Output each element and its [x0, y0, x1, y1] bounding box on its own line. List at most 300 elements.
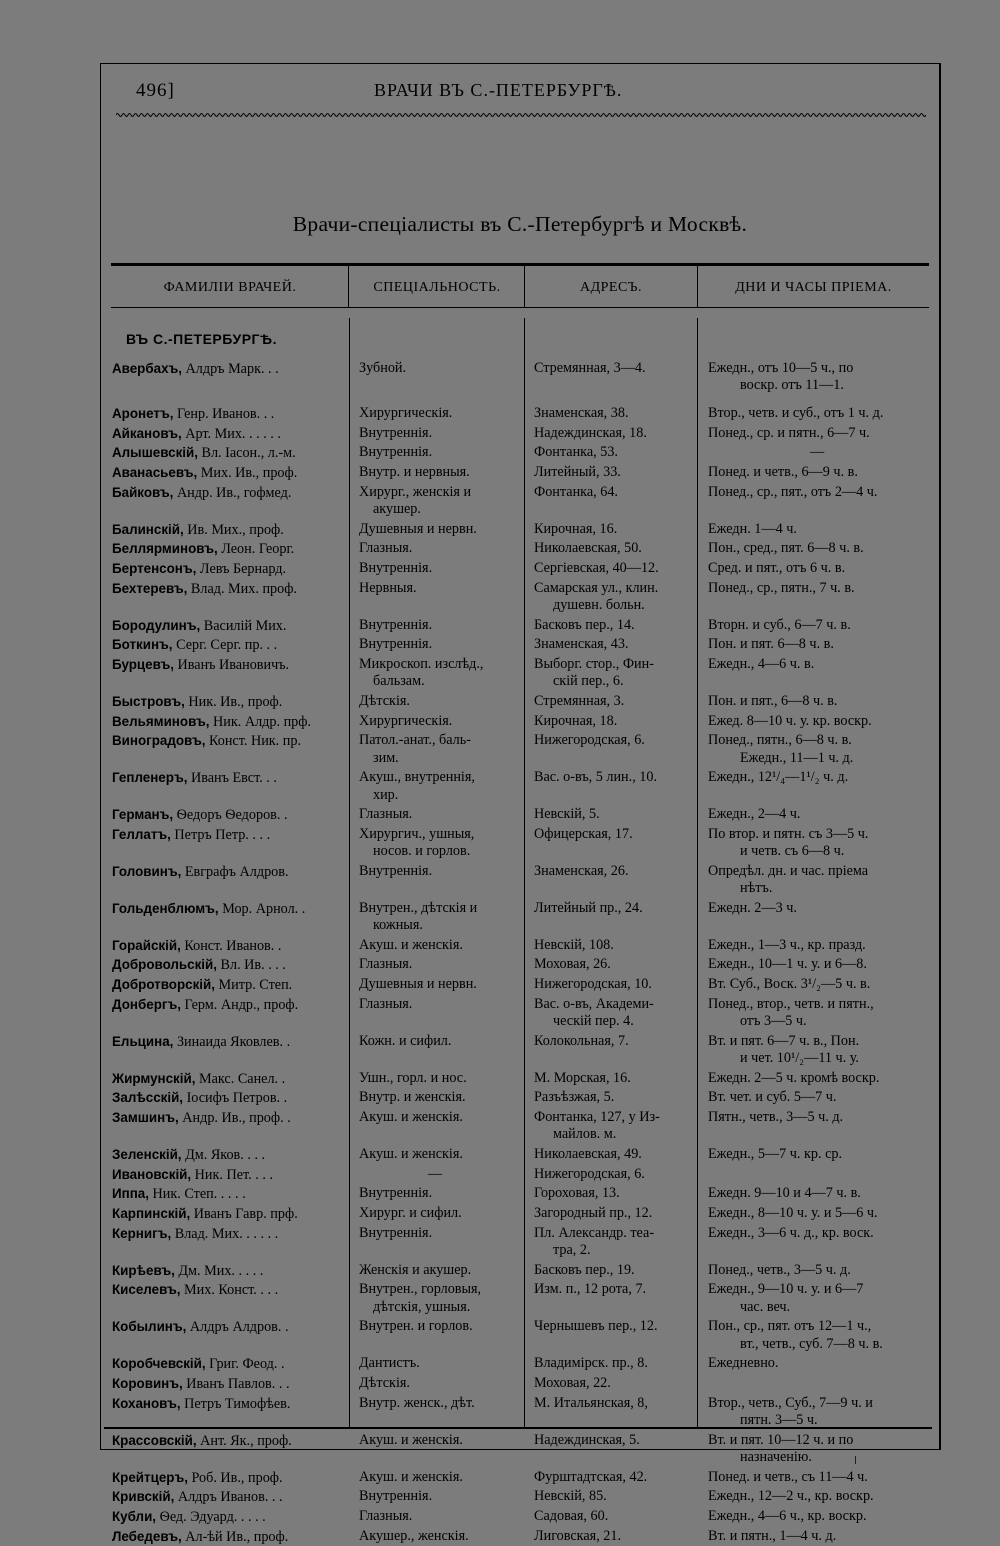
doctor-given-names: Генр. Иванов. . .	[173, 406, 275, 422]
doctor-specialty: Глазныя.	[359, 806, 413, 823]
doctor-specialty: Внутрен., горловыя,	[359, 1281, 482, 1298]
doctor-given-names: Василій Мих.	[200, 617, 287, 634]
doctor-name	[112, 425, 281, 443]
reception-hours: Понед., ср., пят., отъ 2—4 ч.	[708, 483, 878, 500]
doctor-address: Литейный, 33.	[534, 463, 621, 480]
reception-hours: назначенію.	[740, 1448, 812, 1465]
doctor-address: тра, 2.	[553, 1242, 591, 1258]
doctor-address: Лиговская, 21.	[534, 1527, 622, 1544]
doctor-surname: Крейтцеръ,	[112, 1469, 188, 1485]
doctor-specialty: Душевныя и нервн.	[359, 520, 477, 537]
reception-hours: Вторн. и суб., 6—7 ч. в.	[708, 616, 851, 633]
doctor-address: Надеждинская, 5.	[534, 1431, 640, 1448]
reception-hours: Пон. и пят., 6—8 ч. в.	[708, 692, 838, 709]
doctor-surname: Залѣсскій,	[112, 1090, 184, 1106]
section-title: Врачи-спеціалисты въ С.-Петербургѣ и Москвѣ.	[292, 212, 748, 236]
doctor-given-names: Алдръ Марк. . .	[182, 361, 279, 377]
doctor-surname: Бурцевъ,	[112, 656, 174, 672]
doctor-given-names: Ал-ѣй Ив., проф.	[181, 1528, 289, 1545]
doctor-address: Нижегородская, 10.	[534, 976, 652, 993]
doctor-surname: Кирѣевъ,	[112, 1262, 175, 1278]
doctor-name	[112, 560, 286, 578]
doctor-name	[112, 1395, 290, 1413]
reception-hours: Вт. и пят. 10—12 ч. и по	[708, 1431, 854, 1448]
doctor-address: Изм. п., 12 рота, 7.	[534, 1281, 647, 1298]
doctor-given-names: Ник. Пет. . . .	[191, 1166, 274, 1183]
doctor-address: Пл. Александр. теа-	[534, 1224, 655, 1241]
doctor-address: Кирочная, 16.	[534, 520, 618, 537]
doctor-given-names: Митр. Степ.	[214, 977, 293, 994]
doctor-surname: Донбергъ,	[112, 996, 181, 1012]
doctor-surname: Коровинъ,	[112, 1375, 183, 1391]
doctor-specialty: Внутрен. и горлов.	[359, 1318, 473, 1335]
doctor-specialty: кожныя.	[373, 917, 423, 934]
doctor-specialty: Внутреннія.	[359, 1185, 433, 1202]
doctor-given-names: Ѳед. Эдуард. . . . .	[156, 1508, 266, 1525]
doctor-given-names: Ник. Алдр. прф.	[209, 713, 311, 730]
doctor-address: Николаевская, 50.	[534, 540, 642, 557]
doctor-address: М. Морская, 16.	[534, 1069, 631, 1086]
doctor-specialty: Акуш. и женскія.	[359, 1468, 463, 1485]
doctor-given-names: Роб. Ив., проф.	[187, 1469, 283, 1486]
doctor-name	[112, 1508, 266, 1526]
doctor-name	[112, 1375, 290, 1393]
header-divider-3	[697, 266, 698, 307]
doctor-address: М. Итальянская, 8,	[534, 1394, 648, 1411]
reception-hours: Ежедневно.	[708, 1355, 779, 1372]
doctor-address: Невскій, 85.	[534, 1488, 607, 1505]
doctor-surname: Зеленскій,	[112, 1147, 182, 1163]
reception-hours: Ежедн., 4—6 ч., кр. воскр.	[708, 1507, 867, 1524]
doctor-address: Самарская ул., клин.	[534, 579, 659, 596]
reception-hours: Понед., ср., пятн., 7 ч. в.	[708, 579, 855, 596]
doctor-given-names: Макс. Санел. .	[195, 1070, 286, 1087]
doctor-specialty: Акуш. и женскія.	[359, 936, 463, 953]
doctor-address: Офицерская, 17.	[534, 825, 633, 842]
reception-hours: Понед. и четв., съ 11—4 ч.	[708, 1468, 868, 1485]
doctor-surname: Германъ,	[112, 807, 174, 823]
doctor-given-names: Андр. Ив., гофмед.	[173, 484, 292, 501]
doctor-surname: Кубли,	[112, 1508, 157, 1524]
doctor-given-names: Вл. Ив. . . .	[216, 957, 286, 974]
doctor-specialty: Внутреннія.	[359, 616, 433, 633]
doctor-specialty: Акушер., женскія.	[359, 1527, 469, 1544]
reception-hours: Пон., ср., пят. отъ 12—1 ч.,	[708, 1318, 872, 1335]
reception-hours: Втор., четв., Суб., 7—9 ч. и	[708, 1394, 873, 1411]
wavy-rule-ornament	[116, 110, 926, 120]
doctor-address: Знаменская, 38.	[534, 405, 629, 421]
doctor-name	[112, 1225, 278, 1243]
doctor-given-names: Дм. Мих. . . . .	[174, 1262, 264, 1279]
doctor-specialty: Кожн. и сифил.	[359, 1032, 452, 1049]
doctor-surname: Жирмунскій,	[112, 1070, 196, 1086]
doctor-surname: Добротворскій,	[112, 977, 215, 993]
reception-hours: Ежедн., 11—1 ч. д.	[740, 749, 854, 766]
column-divider-1	[349, 318, 350, 1427]
doctor-specialty: Глазныя.	[359, 540, 413, 557]
reception-hours: Ежедн. 2—3 ч.	[708, 899, 797, 916]
reception-hours: Ежедн., 8—10 ч. у. и 5—6 ч.	[708, 1205, 878, 1221]
doctor-name	[112, 617, 286, 635]
doctor-given-names: Ник. Степ. . . . .	[148, 1186, 246, 1203]
doctor-name	[112, 1146, 265, 1164]
doctor-specialty: Внутреннія.	[359, 636, 433, 653]
doctor-name	[112, 1281, 278, 1299]
doctor-given-names: Иванъ Евст. . .	[187, 770, 277, 787]
doctor-specialty: Ушн., горл. и нос.	[359, 1069, 467, 1086]
doctor-specialty: Хирургич., ушныя,	[359, 825, 475, 842]
doctor-name	[112, 1262, 263, 1280]
doctor-specialty: Внутреннія.	[359, 1224, 433, 1241]
running-title: ВРАЧИ ВЪ С.-ПЕТЕРБУРГѢ.	[374, 80, 623, 100]
doctor-address: Литейный пр., 24.	[534, 899, 643, 916]
doctor-address: Колокольная, 7.	[534, 1032, 629, 1049]
column-divider-3	[697, 318, 698, 1427]
doctor-address: Фонтанка, 64.	[534, 483, 618, 500]
doctor-address: Разъѣзжая, 5.	[534, 1089, 615, 1106]
doctor-given-names: Мор. Арнол. .	[218, 900, 306, 917]
doctor-given-names: Серг. Серг. пр. . .	[172, 637, 278, 654]
reception-hours: Ежедн., 12—2 ч., кр. воскр.	[708, 1488, 874, 1505]
reception-hours: Понед., втор., четв. и пятн.,	[708, 995, 874, 1012]
doctor-address: Невскій, 108.	[534, 936, 614, 953]
doctor-given-names: Ѳедоръ Ѳедоров. .	[173, 807, 288, 824]
doctor-surname: Алышевскій,	[112, 445, 198, 461]
doctor-specialty: Душевныя и нервн.	[359, 976, 477, 993]
page-number: 496]	[136, 80, 175, 101]
reception-hours: Пон. и пят. 6—8 ч. в.	[708, 636, 834, 653]
doctor-given-names: Ант. Як., проф.	[196, 1432, 292, 1449]
doctor-given-names: Петръ Петр. . . .	[170, 826, 271, 843]
doctor-given-names: Дм. Яков. . . .	[181, 1147, 266, 1164]
doctor-specialty: Внутрен., дѣтскія и	[359, 899, 478, 916]
doctor-specialty: Акуш. и женскія.	[359, 1146, 463, 1163]
doctor-specialty: Внутр. и нервныя.	[359, 463, 470, 480]
column-header-names: ФАМИЛІИ ВРАЧЕЙ.	[163, 280, 297, 295]
reception-hours: По втор. и пятн. съ 3—5 ч.	[708, 825, 869, 842]
doctor-name	[112, 580, 297, 598]
doctor-given-names: Петръ Тимофѣев.	[180, 1395, 291, 1412]
doctor-surname: Кохановъ,	[112, 1395, 181, 1411]
doctor-surname: Айкановъ,	[112, 425, 182, 441]
doctor-specialty: —	[428, 1165, 443, 1182]
doctor-specialty: Хирургическія.	[359, 712, 453, 729]
reception-hours: нѣтъ.	[740, 880, 773, 897]
doctor-name	[112, 1185, 246, 1203]
doctor-specialty: Внутреннія.	[359, 444, 433, 461]
doctor-name	[112, 636, 277, 654]
doctor-address: душевн. больн.	[553, 596, 645, 613]
doctor-surname: Коробчевскій,	[112, 1356, 206, 1372]
doctor-specialty: Хирург., женскія и	[359, 483, 472, 500]
doctor-address: Надеждинская, 18.	[534, 424, 647, 441]
reception-hours: Вт. чет. и суб. 5—7 ч.	[708, 1089, 837, 1106]
doctor-address: Гороховая, 13.	[534, 1185, 620, 1202]
reception-hours: воскр. отъ 11—1.	[740, 377, 844, 394]
doctor-surname: Бертенсонъ,	[112, 560, 197, 576]
doctor-name	[112, 1528, 288, 1546]
doctor-surname: Горайскій,	[112, 937, 181, 953]
doctor-surname: Геллатъ,	[112, 826, 171, 842]
doctor-address: ческій пер. 4.	[553, 1013, 634, 1030]
doctor-surname: Ивановскій,	[112, 1166, 192, 1182]
doctor-specialty: Акуш. и женскія.	[359, 1431, 463, 1448]
doctor-name	[112, 1318, 289, 1336]
header-divider-1	[348, 266, 349, 307]
doctor-specialty: Дѣтскія.	[359, 1374, 410, 1391]
doctor-surname: Боткинъ,	[112, 637, 173, 653]
doctor-specialty: Патол.-анат., баль-	[359, 732, 471, 749]
doctor-name	[112, 937, 281, 955]
doctor-address: Знаменская, 43.	[534, 636, 629, 653]
doctor-name	[112, 405, 274, 423]
reception-hours: Ежедн. 2—5 ч. кромѣ воскр.	[708, 1069, 880, 1086]
doctor-name	[112, 713, 311, 731]
doctor-address: Вас. о-въ, Академи-	[534, 995, 654, 1012]
doctor-given-names: Арт. Мих. . . . . .	[181, 425, 281, 442]
reception-hours: Пон., сред., пят. 6—8 ч. в.	[708, 540, 864, 557]
doctor-given-names: Конст. Иванов. .	[180, 937, 282, 954]
doctor-name	[112, 1109, 291, 1127]
doctor-address: Фонтанка, 53.	[534, 444, 618, 461]
doctor-specialty: Женскія и акушер.	[359, 1261, 472, 1278]
doctor-surname: Аронетъ,	[112, 406, 174, 421]
doctor-given-names: Влад. Мих. . . . . .	[171, 1225, 279, 1242]
doctor-specialty: Глазныя.	[359, 956, 413, 973]
doctor-name	[112, 360, 279, 378]
doctor-surname: Балинскій,	[112, 521, 184, 537]
doctor-name	[112, 464, 297, 482]
doctor-given-names: Ник. Ив., проф.	[184, 693, 283, 710]
doctor-name	[112, 956, 286, 974]
doctor-address: Стремянная, 3.	[534, 692, 625, 709]
doctor-address: Фурштадтская, 42.	[534, 1468, 648, 1485]
reception-hours: Понед., четв., 3—5 ч. д.	[708, 1261, 851, 1278]
doctor-address: Садовая, 60.	[534, 1507, 609, 1524]
reception-hours: Понед., ср. и пятн., 6—7 ч.	[708, 424, 870, 441]
doctor-given-names: Вл. Іасон., л.-м.	[197, 445, 296, 462]
doctor-name	[112, 1166, 273, 1184]
doctor-given-names: Конст. Ник. пр.	[205, 733, 302, 750]
doctor-surname: Быстровъ,	[112, 693, 185, 709]
reception-hours: час. веч.	[740, 1298, 791, 1315]
doctor-specialty: зим.	[373, 749, 399, 766]
table-bottom-rule	[104, 1427, 932, 1429]
doctor-given-names: Алдръ Иванов. . .	[174, 1489, 283, 1506]
doctor-address: Чернышевъ пер., 12.	[534, 1318, 658, 1335]
header-divider-2	[524, 266, 525, 307]
doctor-given-names: Иванъ Павлов. . .	[182, 1375, 290, 1392]
reception-hours: Ежедн., 2—4 ч.	[708, 806, 801, 823]
page-mark	[855, 1456, 856, 1464]
reception-hours: Ежедн., 4—6 ч. в.	[708, 655, 815, 672]
reception-hours: Ежедн. 9—10 и 4—7 ч. в.	[708, 1185, 861, 1202]
doctor-surname: Бородулинъ,	[112, 617, 201, 633]
reception-hours: Ежедн., 5—7 ч. кр. ср.	[708, 1146, 843, 1163]
running-header	[136, 80, 926, 104]
doctor-specialty: Нервныя.	[359, 579, 417, 596]
reception-hours: Понед., пятн., 6—8 ч. в.	[708, 732, 852, 749]
reception-hours: отъ 3—5 ч.	[740, 1013, 807, 1030]
doctor-address: Вас. о-въ, 5 лин., 10.	[534, 769, 658, 786]
column-divider-2	[524, 318, 525, 1427]
doctor-name	[112, 1070, 285, 1088]
doctor-address: Нижегородская, 6.	[534, 732, 645, 749]
doctor-surname: Замшинъ,	[112, 1110, 179, 1126]
doctor-specialty: Микроскоп. изслѣд.,	[359, 655, 484, 672]
doctor-specialty: Хирургическія.	[359, 405, 453, 421]
doctor-given-names: Мих. Ив., проф.	[197, 464, 298, 481]
doctor-name	[112, 900, 305, 918]
reception-hours: Ежедн., 10—1 ч. у. и 6—8.	[708, 956, 867, 973]
doctor-name	[112, 996, 298, 1014]
doctor-address: Владимірск. пр., 8.	[534, 1355, 648, 1372]
doctor-address: Фонтанка, 127, у Из-	[534, 1109, 660, 1126]
reception-hours: Ежедн., 12¹/₄—1¹/₂ ч. д.	[708, 769, 849, 786]
doctor-surname: Гепленеръ,	[112, 770, 188, 786]
doctor-name	[112, 1469, 283, 1487]
doctor-address: скій пер., 6.	[553, 673, 624, 690]
doctor-name	[112, 656, 289, 674]
doctor-address: Невскій, 5.	[534, 806, 600, 823]
reception-hours: пятн. 3—5 ч.	[740, 1411, 818, 1428]
doctor-name	[112, 1089, 287, 1107]
doctor-specialty: Глазныя.	[359, 995, 413, 1012]
doctor-surname: Кобылинъ,	[112, 1319, 187, 1335]
doctor-specialty: Внутр. и женскія.	[359, 1089, 466, 1106]
doctor-surname: Киселевъ,	[112, 1282, 181, 1298]
doctor-specialty: хир.	[373, 786, 399, 803]
doctor-given-names: Григ. Феод. .	[205, 1356, 285, 1373]
doctor-surname: Кривскій,	[112, 1489, 175, 1505]
reception-hours: Ежедн., отъ 10—5 ч., по	[708, 360, 854, 376]
doctor-address: Сергіевская, 40—12.	[534, 559, 659, 576]
doctor-surname: Карпинскій,	[112, 1206, 191, 1221]
doctor-given-names: Ив. Мих., проф.	[183, 521, 284, 538]
doctor-specialty: Внутреннія.	[359, 1488, 433, 1505]
doctor-name	[112, 1355, 285, 1373]
reception-hours: Ежедн., 3—6 ч. д., кр. воск.	[708, 1224, 874, 1241]
reception-hours: Ежед. 8—10 ч. у. кр. воскр.	[708, 712, 872, 729]
doctor-address: Кирочная, 18.	[534, 712, 618, 729]
doctor-given-names: Андр. Ив., проф. .	[178, 1110, 291, 1127]
doctor-specialty: акушер.	[373, 500, 421, 517]
reception-hours: Вт. Суб., Воск. 3¹/₂—5 ч. в.	[708, 976, 871, 993]
doctor-address: Знаменская, 26.	[534, 862, 629, 879]
doctor-surname: Вельяминовъ,	[112, 713, 210, 729]
doctor-name	[112, 484, 291, 502]
doctor-specialty: Хирург. и сифил.	[359, 1205, 462, 1221]
doctor-given-names: Левъ Бернард.	[196, 560, 287, 577]
doctor-address: Моховая, 22.	[534, 1374, 611, 1391]
column-header-hours: ДНИ И ЧАСЫ ПРІЕМА.	[735, 280, 892, 295]
doctor-specialty: Внутреннія.	[359, 862, 433, 879]
reception-hours: и четв. съ 6—8 ч.	[740, 843, 845, 860]
doctor-specialty: Дантистъ.	[359, 1355, 420, 1372]
doctor-address: Басковъ пер., 14.	[534, 616, 635, 633]
reception-hours: Понед. и четв., 6—9 ч. в.	[708, 463, 858, 480]
reception-hours: Вт. и пятн., 1—4 ч. д.	[708, 1527, 837, 1544]
doctor-address: Нижегородская, 6.	[534, 1165, 645, 1182]
doctor-specialty: Глазныя.	[359, 1507, 413, 1524]
doctor-given-names: Мих. Конст. . . .	[180, 1282, 279, 1299]
doctor-name	[112, 806, 288, 824]
doctor-name	[112, 976, 292, 994]
doctor-specialty: Дѣтскія.	[359, 692, 410, 709]
doctor-address: Загородный пр., 12.	[534, 1205, 653, 1221]
doctor-name	[112, 1432, 292, 1450]
doctor-name	[112, 826, 270, 844]
doctor-address: Николаевская, 49.	[534, 1146, 642, 1163]
column-header-specialty: СПЕЦІАЛЬНОСТЬ.	[373, 280, 501, 295]
doctor-specialty: Акуш., внутреннія,	[359, 769, 475, 786]
doctor-specialty: носов. и горлов.	[373, 843, 471, 860]
doctor-specialty: Внутр. женск., дѣт.	[359, 1394, 475, 1411]
reception-hours: Опредѣл. дн. и час. пріема	[708, 862, 869, 879]
doctor-specialty: Внутреннія.	[359, 424, 433, 441]
doctor-name	[112, 1033, 290, 1051]
doctor-specialty: Внутреннія.	[359, 559, 433, 576]
doctor-name	[112, 1205, 298, 1223]
doctor-address: майлов. м.	[553, 1126, 617, 1143]
doctor-name	[112, 444, 296, 462]
header-bottom-rule	[111, 307, 929, 308]
reception-hours: Втор., четв. и суб., отъ 1 ч. д.	[708, 405, 884, 421]
reception-hours: Пятн., четв., 3—5 ч. д.	[708, 1109, 844, 1126]
reception-hours: Ежедн. 1—4 ч.	[708, 520, 797, 537]
doctor-surname: Авербахъ,	[112, 361, 182, 376]
column-header-address: АДРЕСЪ.	[579, 280, 643, 295]
doctor-specialty: Акуш. и женскія.	[359, 1109, 463, 1126]
reception-hours: Вт. и пят. 6—7 ч. в., Пон.	[708, 1032, 860, 1049]
doctor-surname: Байковъ,	[112, 484, 174, 500]
doctor-given-names: Иванъ Гавр. прф.	[190, 1206, 298, 1222]
doctor-surname: Беллярминовъ,	[112, 541, 218, 557]
doctor-given-names: Зинаида Яковлев. .	[173, 1033, 291, 1050]
doctor-surname: Добровольскій,	[112, 957, 217, 973]
doctor-given-names: Іосифъ Петров. .	[183, 1090, 288, 1107]
doctor-surname: Иппа,	[112, 1186, 149, 1202]
reception-hours: Ежедн., 1—3 ч., кр. празд.	[708, 936, 866, 953]
doctor-surname: Гольденблюмъ,	[112, 900, 219, 916]
doctor-given-names: Иванъ Ивановичъ.	[173, 656, 290, 673]
doctor-name	[112, 540, 294, 558]
doctor-surname: Головинъ,	[112, 863, 182, 879]
doctor-given-names: Влад. Мих. проф.	[187, 580, 297, 597]
doctor-specialty: бальзам.	[373, 673, 425, 690]
doctor-name	[112, 521, 284, 539]
doctor-given-names: Герм. Андр., проф.	[180, 996, 299, 1013]
doctor-address: Моховая, 26.	[534, 956, 611, 973]
doctor-surname: Ельцина,	[112, 1033, 174, 1049]
doctor-surname: Бехтеревъ,	[112, 580, 188, 596]
doctor-surname: Лебедевъ,	[112, 1528, 182, 1544]
doctor-given-names: Алдръ Алдров. .	[186, 1319, 289, 1336]
doctor-address: Выборг. стор., Фин-	[534, 655, 654, 672]
doctor-surname: Кернигъ,	[112, 1225, 172, 1241]
doctor-address: Стремянная, 3—4.	[534, 360, 646, 376]
doctor-name	[112, 769, 277, 787]
doctor-specialty: Зубной.	[359, 360, 407, 376]
doctor-surname: Виноградовъ,	[112, 733, 206, 749]
doctor-name	[112, 863, 289, 881]
doctor-surname: Аванасьевъ,	[112, 464, 198, 480]
city-heading: ВЪ С.-ПЕТЕРБУРГѢ.	[126, 331, 278, 347]
reception-hours: и чет. 10¹/₂—11 ч. у.	[740, 1050, 859, 1067]
table-top-rule	[111, 263, 929, 266]
reception-hours: —	[810, 444, 825, 461]
doctor-name	[112, 732, 301, 750]
